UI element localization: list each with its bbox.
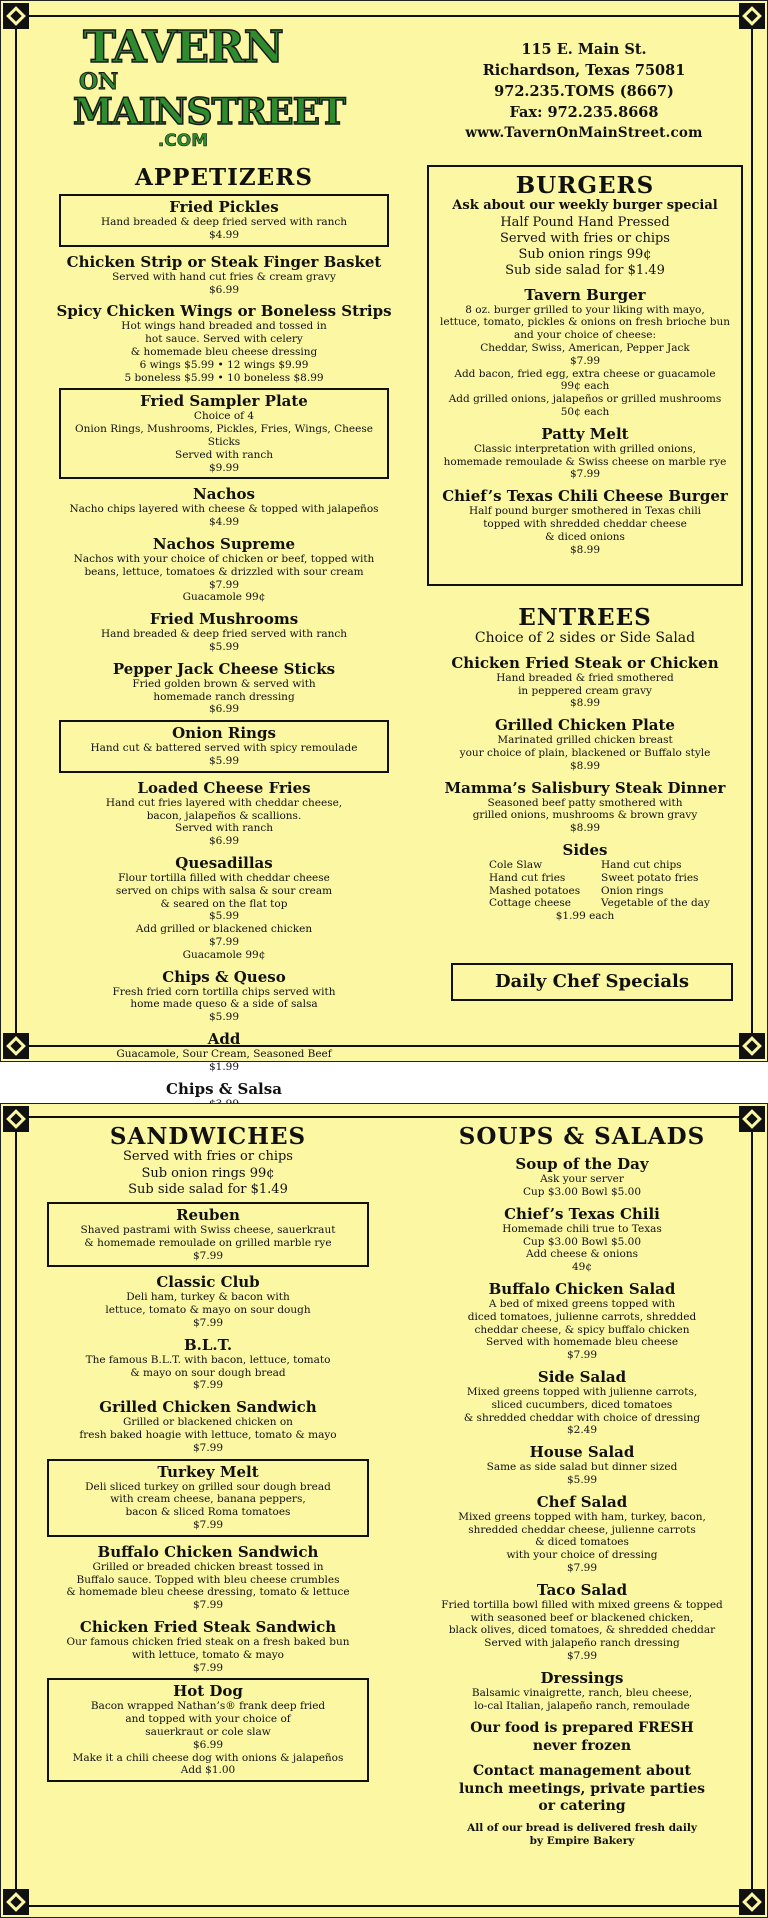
menu-item	[45, 660, 403, 716]
item-price: $4.99	[208, 516, 240, 529]
item-name: Classic Club	[156, 1273, 260, 1292]
website-link[interactable]: www.TavernOnMainStreet.com	[465, 125, 703, 141]
side-item: Hand cut chips	[601, 858, 682, 871]
item-description: Balsamic vinaigrette, ranch, bleu cheese, lo-cal Italian, jalapeño ranch, remoulade	[471, 1686, 693, 1712]
item-name: Reuben	[176, 1206, 240, 1225]
item-description: Hot wings hand breaded and tossed in hot sauce. Served with celery & homemade bleu cheese dressing 6 wings $5.99 • 12 wings $9.99 5 boneless $5.99 • 10 boneless $8.99	[121, 320, 327, 384]
intro-line: Sub side salad for $1.49	[505, 263, 665, 279]
section-title: BURGERS	[515, 172, 655, 199]
item-description: Grilled or blackened chicken on fresh baked hoagie with lettuce, tomato & mayo $7.99	[79, 1416, 337, 1454]
contact-note: Contact management about lunch meetings, private parties or catering	[458, 1763, 705, 1815]
item-name: Fried Mushrooms	[149, 610, 299, 629]
item-description: Fresh fried corn tortilla chips served with home made queso & a side of salsa	[112, 985, 336, 1011]
logo-line-2: ON	[79, 69, 119, 95]
item-price: $6.99	[208, 835, 240, 848]
appetizers-section	[45, 165, 403, 1110]
corner-ornament	[3, 1106, 29, 1132]
corner-ornament	[3, 3, 29, 29]
item-name: Nachos Supreme	[152, 535, 296, 554]
item-name: Buffalo Chicken Sandwich	[97, 1542, 319, 1561]
burger-special: Ask about our weekly burger special	[452, 198, 718, 214]
item-name: Chicken Fried Steak Sandwich	[79, 1617, 337, 1636]
boxed-menu-item	[59, 194, 389, 247]
item-name: Nachos	[193, 485, 255, 504]
item-name: Chef Salad	[536, 1492, 628, 1511]
sides-title: Sides	[562, 840, 608, 859]
menu-item	[429, 425, 741, 481]
item-description: Mixed greens topped with ham, turkey, bacon, shredded cheddar cheese, julienne carrots & diced tomatoes with your choice of dressing $7.99	[458, 1510, 706, 1575]
boxed-menu-item	[47, 1459, 369, 1537]
item-name: House Salad	[529, 1443, 635, 1462]
item-price: $5.99	[208, 755, 240, 768]
menu-item	[33, 1273, 383, 1329]
corner-ornament	[739, 1889, 765, 1915]
section-title: ENTREES	[518, 604, 652, 631]
menu-item	[33, 1618, 383, 1674]
sides-list	[433, 859, 737, 910]
item-name: Add	[207, 1029, 241, 1048]
intro-line: Served with fries or chips	[123, 1149, 293, 1165]
menu-item	[419, 1443, 745, 1487]
item-name: Turkey Melt	[157, 1462, 259, 1481]
soups-salads-section	[419, 1124, 745, 1848]
item-name: B.L.T.	[183, 1335, 233, 1354]
menu-item	[45, 302, 403, 384]
item-name: Grilled Chicken Sandwich	[99, 1398, 317, 1417]
item-name: Mamma’s Salisbury Steak Dinner	[444, 778, 726, 797]
boxed-menu-item	[47, 1202, 369, 1267]
logo-line-1: TAVERN	[83, 22, 283, 73]
item-name: Tavern Burger	[524, 285, 646, 304]
tavern-logo	[73, 22, 345, 159]
item-name: Hot Dog	[173, 1682, 243, 1701]
intro-line: Half Pound Hand Pressed	[500, 214, 670, 230]
item-price: $9.99	[208, 461, 240, 474]
item-name: Buffalo Chicken Salad	[488, 1280, 676, 1299]
item-name: Pepper Jack Cheese Sticks	[112, 659, 336, 678]
menu-item	[45, 1030, 403, 1074]
side-item: Onion rings	[601, 884, 664, 897]
item-description: Hand breaded & fried smothered in peppered cream gravy $8.99	[496, 671, 674, 710]
item-description: Hand breaded & deep fried served with ranch	[100, 628, 348, 641]
item-description: The famous B.L.T. with bacon, lettuce, tomato & mayo on sour dough bread $7.99	[85, 1353, 331, 1392]
item-description: Hand cut & battered served with spicy remoulade	[90, 742, 358, 755]
menu-item	[45, 610, 403, 654]
menu-item	[419, 1155, 745, 1199]
menu-item	[45, 968, 403, 1024]
logo-line-4: .COM	[157, 131, 209, 151]
menu-item	[45, 779, 403, 848]
intro-line: Served with fries or chips	[500, 230, 670, 246]
item-description: Our famous chicken fried steak on a fresh baked bun with lettuce, tomato & mayo $7.99	[66, 1635, 350, 1674]
item-name: Patty Melt	[541, 424, 629, 443]
item-name: Grilled Chicken Plate	[495, 716, 675, 735]
item-name: Side Salad	[537, 1368, 627, 1387]
menu-item	[429, 286, 741, 419]
item-name: Spicy Chicken Wings or Boneless Strips	[56, 302, 392, 321]
section-title: SOUPS & SALADS	[458, 1123, 706, 1150]
menu-item	[419, 1368, 745, 1437]
item-name: Chicken Strip or Steak Finger Basket	[66, 252, 382, 271]
item-description: 8 oz. burger grilled to your liking with mayo, lettuce, tomato, pickles & onions on fresh brioche bun and your choice of cheese: Cheddar, Swiss, American, Pepper Jack $7.99 Add bacon, fried egg, extra cheese or guacamole 99¢ each Add grilled onions, jalapeños or grilled mushrooms 50¢ each	[440, 303, 730, 418]
item-name: Chief’s Texas Chili	[504, 1204, 660, 1223]
menu-item	[419, 1205, 745, 1274]
item-name: Chief’s Texas Chili Cheese Burger	[442, 487, 728, 506]
item-description: Deli sliced turkey on grilled sour dough bread with cream cheese, banana peppers, bacon & sliced Roma tomatoes $7.99	[85, 1480, 331, 1531]
intro-line: Sub onion rings 99¢	[518, 247, 652, 263]
menu-item	[419, 1581, 745, 1663]
corner-ornament	[739, 3, 765, 29]
intro-line: Sub side salad for $1.49	[128, 1181, 288, 1197]
entrees-intro: Choice of 2 sides or Side Salad	[474, 630, 696, 647]
menu-item	[33, 1398, 383, 1454]
menu-item	[33, 1336, 383, 1392]
section-title: SANDWICHES	[109, 1123, 307, 1150]
side-item: Mashed potatoes	[489, 884, 581, 897]
address-block	[433, 39, 735, 144]
menu-item	[45, 485, 403, 529]
item-price: $5.99	[208, 641, 240, 654]
item-price: $6.99	[208, 283, 240, 296]
item-description: Half pound burger smothered in Texas chili topped with shredded cheddar cheese & diced onions $8.99	[468, 505, 702, 556]
menu-item	[45, 253, 403, 297]
menu-item	[33, 1543, 383, 1612]
boxed-menu-item	[59, 388, 389, 479]
fax: Fax: 972.235.8668	[509, 104, 659, 121]
item-name: Fried Sampler Plate	[140, 392, 308, 411]
menu-item	[45, 854, 403, 962]
menu-item	[45, 535, 403, 604]
item-name: Chips & Salsa	[166, 1079, 282, 1098]
logo-line-3: MAINSTREET	[73, 91, 345, 133]
item-name: Loaded Cheese Fries	[137, 778, 311, 797]
section-title: APPETIZERS	[135, 164, 313, 191]
item-description: Served with hand cut fries & cream gravy	[112, 270, 336, 283]
item-description: A bed of mixed greens topped with diced tomatoes, julienne carrots, shredded cheddar cheese, & spicy buffalo chicken Served with homemade bleu cheese $7.99	[467, 1298, 697, 1362]
city: Richardson, Texas 75081	[482, 62, 686, 79]
menu-item	[433, 654, 737, 710]
sandwiches-section	[33, 1124, 383, 1782]
daily-chef-specials-box: Daily Chef Specials	[451, 963, 733, 1001]
item-description: Hand cut fries layered with cheddar cheese, bacon, jalapeños & scallions. Served with ranch	[105, 796, 343, 835]
phone: 972.235.TOMS (8667)	[494, 83, 674, 100]
item-description: Flour tortilla filled with cheddar cheese served on chips with salsa & sour cream & seared on the flat top $5.99 Add grilled or blackened chicken $7.99 Guacamole 99¢	[115, 872, 333, 961]
side-item: Sweet potato fries	[601, 871, 699, 884]
item-description: Homemade chili true to Texas Cup $3.00 Bowl $5.00 Add cheese & onions 49¢	[502, 1222, 662, 1274]
item-name: Dressings	[540, 1668, 624, 1687]
menu-item	[419, 1280, 745, 1362]
corner-ornament	[3, 1033, 29, 1059]
side-item: Cottage cheese	[489, 897, 572, 910]
menu-page-2	[0, 1103, 768, 1918]
entrees-section	[433, 605, 737, 923]
menu-item	[419, 1493, 745, 1575]
burgers-section	[427, 165, 743, 586]
menu-item	[419, 1669, 745, 1713]
street: 115 E. Main St.	[521, 41, 647, 58]
item-name: Onion Rings	[172, 724, 276, 743]
item-name: Fried Pickles	[169, 198, 279, 217]
item-name: Soup of the Day	[515, 1155, 649, 1174]
boxed-menu-item	[59, 720, 389, 773]
item-description: Nacho chips layered with cheese & topped with jalapeños	[69, 503, 379, 516]
item-description: Shaved pastrami with Swiss cheese, sauerkraut & homemade remoulade on grilled marble rye $7.99	[80, 1224, 336, 1262]
item-description: Mixed greens topped with julienne carrots, sliced cucumbers, diced tomatoes & shredded cheddar with choice of dressing $2.49	[463, 1386, 701, 1437]
menu-item	[433, 716, 737, 772]
item-price: $6.99	[208, 703, 240, 716]
item-description: Same as side salad but dinner sized $5.99	[486, 1461, 678, 1487]
item-price: $1.99	[208, 1060, 240, 1073]
item-description: Ask your server Cup $3.00 Bowl $5.00	[522, 1173, 642, 1199]
boxed-menu-item	[47, 1678, 369, 1782]
item-description: Marinated grilled chicken breast your choice of plain, blackened or Buffalo style $8.99	[459, 734, 711, 772]
item-description: Choice of 4 Onion Rings, Mushrooms, Pickles, Fries, Wings, Cheese Sticks Served with ranch	[75, 410, 373, 461]
item-description: Grilled or breaded chicken breast tossed in Buffalo sauce. Topped with bleu cheese crumbles & homemade bleu cheese dressing, tomato & lettuce $7.99	[66, 1560, 350, 1612]
item-description: Deli ham, turkey & bacon with lettuce, tomato & mayo on sour dough $7.99	[105, 1291, 311, 1330]
item-price: $5.99	[208, 1011, 240, 1024]
item-name: Chicken Fried Steak or Chicken	[451, 653, 719, 672]
intro-line: Sub onion rings 99¢	[141, 1165, 275, 1181]
item-description: Guacamole, Sour Cream, Seasoned Beef	[116, 1047, 332, 1060]
item-name: Quesadillas	[175, 854, 273, 872]
side-item: Vegetable of the day	[601, 897, 710, 910]
item-name: Chips & Queso	[162, 967, 286, 986]
item-description: Nachos with your choice of chicken or beef, topped with beans, lettuce, tomatoes & drizzled with sour cream $7.99 Guacamole 99¢	[73, 553, 375, 604]
item-description: Bacon wrapped Nathan’s® frank deep fried and topped with your choice of sauerkraut or cole slaw $6.99 Make it a chili cheese dog with onions & jalapeños Add $1.00	[72, 1700, 344, 1777]
menu-item	[429, 487, 741, 556]
item-description: Seasoned beef patty smothered with grilled onions, mushrooms & brown gravy $8.99	[472, 796, 698, 835]
bread-note: All of our bread is delivered fresh daily by Empire Bakery	[467, 1821, 697, 1847]
corner-ornament	[739, 1033, 765, 1059]
item-description: Fried golden brown & served with homemade ranch dressing	[132, 677, 316, 703]
fresh-note: Our food is prepared FRESH never frozen	[470, 1720, 694, 1754]
item-description: Classic interpretation with grilled onions, homemade remoulade & Swiss cheese on marble rye $7.99	[443, 442, 727, 481]
side-item: Cole Slaw	[489, 858, 543, 871]
item-name: Taco Salad	[536, 1580, 628, 1599]
item-price: $4.99	[208, 229, 240, 242]
side-item: Hand cut fries	[489, 871, 566, 884]
corner-ornament	[3, 1889, 29, 1915]
sides-price: $1.99 each	[555, 910, 615, 923]
menu-item	[433, 779, 737, 835]
item-description: Hand breaded & deep fried served with ranch	[100, 216, 348, 229]
item-description: Fried tortilla bowl filled with mixed greens & topped with seasoned beef or blackened chicken, black olives, diced tomatoes, & shredded cheddar Served with jalapeño ranch dressing $7.99	[441, 1598, 723, 1663]
